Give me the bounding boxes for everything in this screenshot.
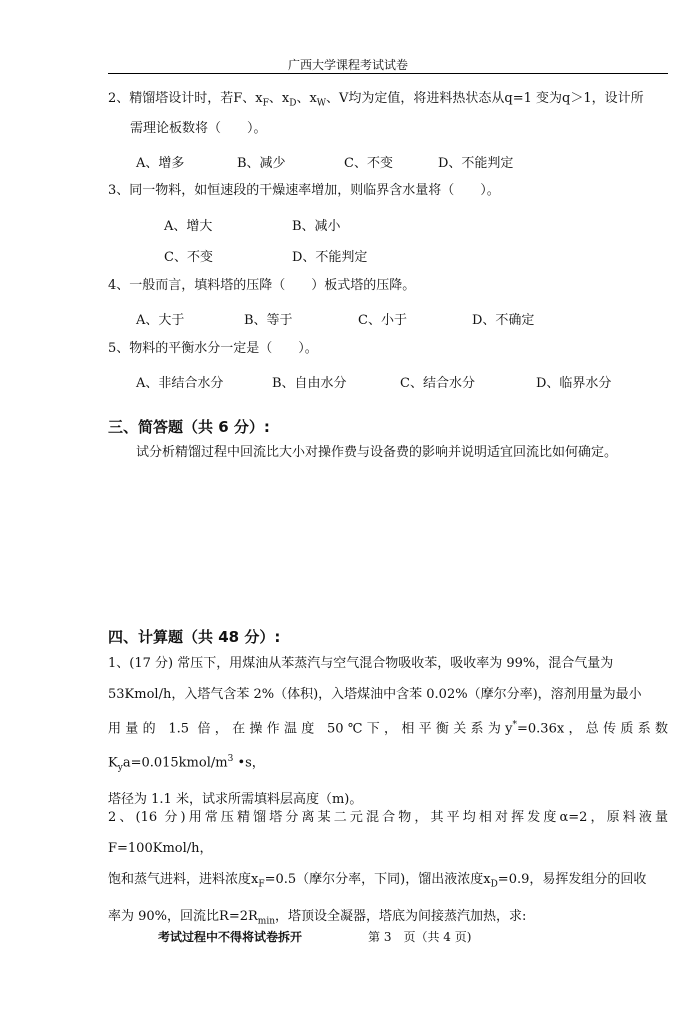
question-5-option-a: A、非结合水分 — [136, 376, 224, 391]
superscript-star: * — [512, 720, 517, 730]
subscript-y: y — [117, 763, 123, 774]
problem-1-line-3 — [108, 710, 668, 784]
problem-2 — [108, 802, 668, 937]
question-2-option-a: A、增多 — [136, 156, 185, 171]
section-3-question: 试分析精馏过程中回流比大小对操作费与设备费的影响并说明适宜回流比如何确定。 — [136, 445, 618, 460]
question-4-option-a: A、大于 — [136, 313, 185, 328]
subscript-F: F — [262, 98, 269, 109]
footer-page-number: 第 3 页（共 4 页) — [368, 930, 472, 944]
question-3-option-c: C、不变 — [164, 250, 213, 265]
question-4-option-c: C、小于 — [358, 313, 407, 328]
problem-1 — [108, 648, 668, 815]
problem-2-line-1: 2、(16 分)用常压精馏塔分离某二元混合物，其平均相对挥发度α=2，原料液量F=100Kmol/h， — [108, 810, 668, 856]
problem-2-text-e: ，塔顶设全凝器，塔底为间接蒸汽加热，求: — [275, 908, 527, 924]
question-2-line-1 — [108, 90, 644, 113]
section-4-heading: 四、计算题（共 48 分）: — [108, 628, 281, 646]
subscript-D: D — [490, 879, 498, 890]
question-2-option-c: C、不变 — [344, 156, 393, 171]
question-4-option-b: B、等于 — [244, 313, 293, 328]
question-3-text: 3、同一物料，如恒速段的干燥速率增加，则临界含水量将（ ）。 — [108, 183, 500, 198]
separator: 、x — [296, 91, 317, 106]
problem-1-line-2: 53Kmol/h，入塔气含苯 2%（体积)，入塔煤油中含苯 0.02%（摩尔分率)，溶剂用量为最小 — [108, 687, 642, 702]
subscript-D: D — [289, 98, 297, 109]
footer-notice: 考试过程中不得将试卷拆开 — [158, 930, 303, 944]
question-5-option-b: B、自由水分 — [272, 376, 347, 391]
question-5-option-d: D、临界水分 — [536, 376, 612, 391]
question-2-option-b: B、减少 — [237, 156, 286, 171]
question-3-option-d: D、不能判定 — [292, 250, 368, 265]
question-2-line-2: 需理论板数将（ ）。 — [130, 121, 267, 136]
problem-1-text-b: =0.36x，总传质系数K — [108, 721, 668, 771]
separator: 、x — [268, 91, 290, 106]
question-4-option-d: D、不确定 — [472, 313, 535, 328]
subscript-min: min — [257, 916, 275, 927]
question-3-option-b: B、减小 — [292, 219, 341, 234]
problem-1-text-d: •s， — [233, 755, 265, 771]
question-5-option-c: C、结合水分 — [400, 376, 475, 391]
question-5-text: 5、物料的平衡水分一定是（ ）。 — [108, 341, 318, 356]
question-2-option-d: D、不能判定 — [438, 156, 514, 171]
superscript-3: 3 — [227, 754, 234, 765]
page-header: 广西大学课程考试试卷 — [287, 58, 408, 72]
question-2-text-a: 2、精馏塔设计时，若F、x — [108, 91, 263, 106]
subscript-F: F — [258, 879, 265, 890]
problem-1-text-c: a=0.015kmol/m — [122, 755, 228, 771]
problem-2-text-b: =0.5（摩尔分率，下同)，馏出液浓度x — [264, 872, 491, 887]
problem-1-line-4: 塔径为 1.1 米，试求所需填料层高度（m)。 — [108, 792, 363, 808]
problem-2-line-2 — [108, 864, 668, 901]
problem-1-text-a: 用量的 1.5 倍，在操作温度 50℃下，相平衡关系为y — [108, 721, 513, 737]
problem-2-text-a: 饱和蒸气进料，进料浓度x — [108, 872, 259, 887]
question-2-text-b: 、V均为定值，将进料热状态从q=1 变为q＞1，设计所 — [326, 91, 644, 106]
problem-2-text-d: 率为 90%，回流比R=2R — [108, 908, 258, 924]
problem-2-text-c: =0.9，易挥发组分的回收 — [497, 872, 647, 887]
problem-1-line-1: 1、(17 分) 常压下，用煤油从苯蒸汽与空气混合物吸收苯，吸收率为 99%，混合气量为 — [108, 656, 614, 671]
question-4-text: 4、一般而言，填料塔的压降（ ）板式塔的压降。 — [108, 278, 416, 293]
question-3-option-a: A、增大 — [164, 219, 213, 234]
section-3-heading: 三、简答题（共 6 分）: — [108, 418, 270, 436]
subscript-W: W — [316, 98, 327, 109]
header-rule — [108, 73, 668, 74]
